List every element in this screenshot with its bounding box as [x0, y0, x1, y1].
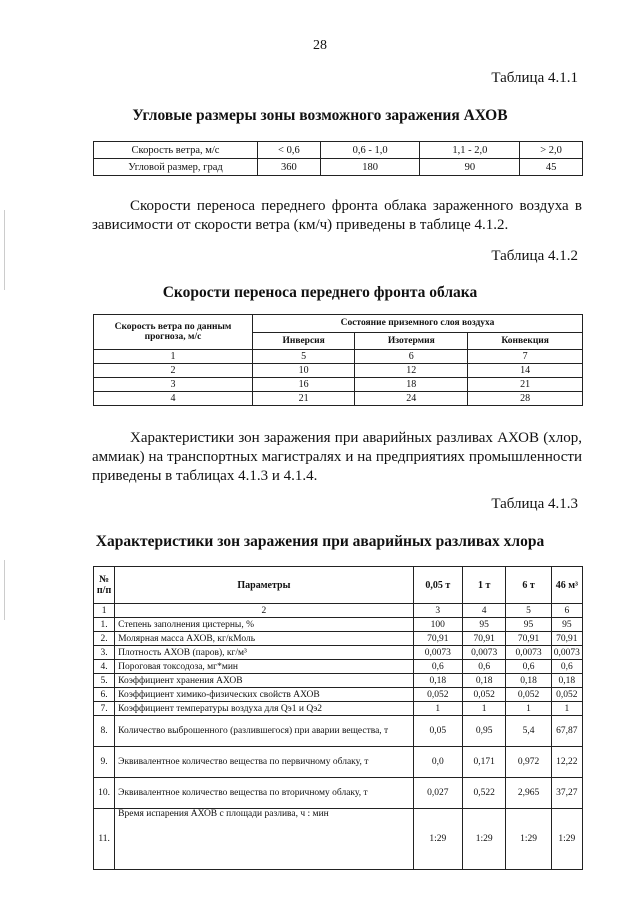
table3-cell: 70,91 [413, 632, 462, 646]
table2-cell: 21 [253, 392, 355, 406]
table2-cell: 24 [355, 392, 468, 406]
table-row [94, 392, 583, 406]
table3-cell: 95 [506, 618, 551, 632]
table3-cell: 95 [551, 618, 582, 632]
table-row [94, 364, 583, 378]
table1-cell: 90 [420, 159, 520, 176]
table3-cell: 100 [413, 618, 462, 632]
table-row [94, 702, 583, 716]
table3-number: 4 [463, 604, 506, 618]
table3-cell: 0,18 [413, 674, 462, 688]
table2-title: Скорости переноса переднего фронта облака [162, 284, 478, 301]
table2-cell: 6 [355, 350, 468, 364]
page-number: 28 [313, 38, 327, 53]
table3-cell: 0,522 [463, 778, 506, 809]
table3-cell: 0,95 [463, 716, 506, 747]
table2-cell: 5 [253, 350, 355, 364]
table3-cell: 9. [94, 747, 115, 778]
table3-cell: 0,972 [506, 747, 551, 778]
table3-cell: 70,91 [551, 632, 582, 646]
table3 [93, 566, 583, 870]
table-row [94, 674, 583, 688]
table1-row-label: Угловой размер, град [94, 159, 258, 176]
table3-cell: Время испарения АХОВ с площади разлива, ч : мин [115, 809, 413, 870]
paragraph-2-text: Характеристики зон заражения при аварийных разливах АХОВ (хлор, аммиак) на транспортных магистралях и на предприятиях промышленности приведены в таблицах 4.1.3 и 4.1.4. [92, 430, 582, 484]
table2-header-row [94, 315, 583, 333]
table-row [94, 632, 583, 646]
paragraph-2 [92, 429, 582, 486]
table3-cell: 1. [94, 618, 115, 632]
table3-cell: 0,0073 [506, 646, 551, 660]
table3-header: Параметры [115, 567, 413, 604]
table3-cell: 0,6 [413, 660, 462, 674]
table3-cell: 0,052 [413, 688, 462, 702]
table2-group-header: Состояние приземного слоя воздуха [253, 315, 583, 333]
table-row [94, 809, 583, 870]
table3-header: 6 т [506, 567, 551, 604]
table2-subheader: Инверсия [253, 332, 355, 350]
table3-header: 1 т [463, 567, 506, 604]
table2-cell: 18 [355, 378, 468, 392]
table3-cell: 95 [463, 618, 506, 632]
table-row [94, 716, 583, 747]
table3-cell: 1:29 [551, 809, 582, 870]
table3-cell: Коэффициент химико-физических свойств АХОВ [115, 688, 413, 702]
table1-cell: 180 [320, 159, 420, 176]
table3-number: 6 [551, 604, 582, 618]
table1-cell: 360 [258, 159, 321, 176]
table2-cell: 7 [468, 350, 583, 364]
table2-cell: 28 [468, 392, 583, 406]
table3-header: 0,05 т [413, 567, 462, 604]
table3-title: Характеристики зон заражения при аварийных разливах хлора [95, 533, 545, 550]
table3-header: 46 м³ [551, 567, 582, 604]
table3-number: 2 [115, 604, 413, 618]
table3-cell: 0,027 [413, 778, 462, 809]
table3-cell: 1:29 [413, 809, 462, 870]
table2-subheader: Конвекция [468, 332, 583, 350]
table3-cell: 2,965 [506, 778, 551, 809]
table-row [94, 378, 583, 392]
table3-cell: 2. [94, 632, 115, 646]
table3-cell: Степень заполнения цистерны, % [115, 618, 413, 632]
table3-cell: 1 [413, 702, 462, 716]
table2-col1-header: Скорость ветра по данным прогноза, м/с [94, 315, 253, 350]
table3-cell: 0,052 [506, 688, 551, 702]
table2-cell: 14 [468, 364, 583, 378]
table3-cell: Молярная масса АХОВ, кг/кМоль [115, 632, 413, 646]
table1-header-value: 1,1 - 2,0 [420, 142, 520, 159]
table3-number: 3 [413, 604, 462, 618]
table3-cell: 37,27 [551, 778, 582, 809]
table3-cell: 8. [94, 716, 115, 747]
table3-cell: 1:29 [506, 809, 551, 870]
table3-header: № п/п [94, 567, 115, 604]
paragraph-1-text: Скорости переноса переднего фронта облака зараженного воздуха в зависимости от скорости ветра (км/ч) приведены в таблице 4.1.2. [92, 198, 582, 233]
table2-cell: 10 [253, 364, 355, 378]
table3-cell: 0,052 [551, 688, 582, 702]
table3-cell: 1 [506, 702, 551, 716]
table3-cell: Эквивалентное количество вещества по первичному облаку, т [115, 747, 413, 778]
table-row [94, 688, 583, 702]
table3-cell: Плотность АХОВ (паров), кг/м³ [115, 646, 413, 660]
table3-cell: 0,171 [463, 747, 506, 778]
table3-cell: 0,0 [413, 747, 462, 778]
table3-cell: 12,22 [551, 747, 582, 778]
table3-cell: Коэффициент температуры воздуха для Qэ1 и Qэ2 [115, 702, 413, 716]
table3-label: Таблица 4.1.3 [491, 496, 578, 512]
table3-cell: 0,05 [413, 716, 462, 747]
scan-edge-mark [4, 560, 5, 620]
table3-header-row [94, 567, 583, 604]
table1 [93, 141, 583, 176]
table1-header-row [94, 142, 583, 159]
table3-cell: 0,18 [551, 674, 582, 688]
table3-cell: 6. [94, 688, 115, 702]
paragraph-1 [92, 197, 582, 235]
table3-cell: 4. [94, 660, 115, 674]
table3-cell: 1 [463, 702, 506, 716]
table-row [94, 747, 583, 778]
table3-cell: Коэффициент хранения АХОВ [115, 674, 413, 688]
table2-cell: 3 [94, 378, 253, 392]
table3-cell: 0,18 [463, 674, 506, 688]
table3-cell: 0,0073 [413, 646, 462, 660]
table3-cell: 0,6 [551, 660, 582, 674]
table3-cell: 0,0073 [463, 646, 506, 660]
table1-header-label: Скорость ветра, м/с [94, 142, 258, 159]
table3-cell: 10. [94, 778, 115, 809]
table3-numbering-row [94, 604, 583, 618]
table2 [93, 314, 583, 406]
table3-cell: 11. [94, 809, 115, 870]
table3-cell: 1 [551, 702, 582, 716]
table3-cell: 0,6 [506, 660, 551, 674]
table1-cell: 45 [520, 159, 583, 176]
scan-edge-mark [4, 210, 5, 290]
table3-number: 5 [506, 604, 551, 618]
table3-cell: 0,18 [506, 674, 551, 688]
table3-cell: 3. [94, 646, 115, 660]
table3-cell: 67,87 [551, 716, 582, 747]
table-row [94, 646, 583, 660]
table1-row [94, 159, 583, 176]
table3-cell: Количество выброшенного (разлившегося) при аварии вещества, т [115, 716, 413, 747]
table2-cell: 21 [468, 378, 583, 392]
table3-cell: Пороговая токсодоза, мг*мин [115, 660, 413, 674]
table3-number: 1 [94, 604, 115, 618]
table3-cell: 5. [94, 674, 115, 688]
table3-cell: Эквивалентное количество вещества по вторичному облаку, т [115, 778, 413, 809]
table2-cell: 16 [253, 378, 355, 392]
table1-title: Угловые размеры зоны возможного заражения АХОВ [132, 107, 508, 124]
table-row [94, 350, 583, 364]
table2-cell: 1 [94, 350, 253, 364]
table1-header-value: < 0,6 [258, 142, 321, 159]
table3-cell: 5,4 [506, 716, 551, 747]
table3-cell: 0,0073 [551, 646, 582, 660]
table2-label: Таблица 4.1.2 [491, 248, 578, 264]
table2-subheader: Изотермия [355, 332, 468, 350]
table3-cell: 70,91 [506, 632, 551, 646]
table2-cell: 4 [94, 392, 253, 406]
table2-cell: 2 [94, 364, 253, 378]
table-row [94, 618, 583, 632]
table-row [94, 778, 583, 809]
table3-cell: 7. [94, 702, 115, 716]
table1-header-value: 0,6 - 1,0 [320, 142, 420, 159]
table1-header-value: > 2,0 [520, 142, 583, 159]
table3-cell: 70,91 [463, 632, 506, 646]
table3-cell: 1:29 [463, 809, 506, 870]
table3-cell: 0,6 [463, 660, 506, 674]
table3-cell: 0,052 [463, 688, 506, 702]
table2-cell: 12 [355, 364, 468, 378]
table-row [94, 660, 583, 674]
table1-label: Таблица 4.1.1 [491, 70, 578, 86]
